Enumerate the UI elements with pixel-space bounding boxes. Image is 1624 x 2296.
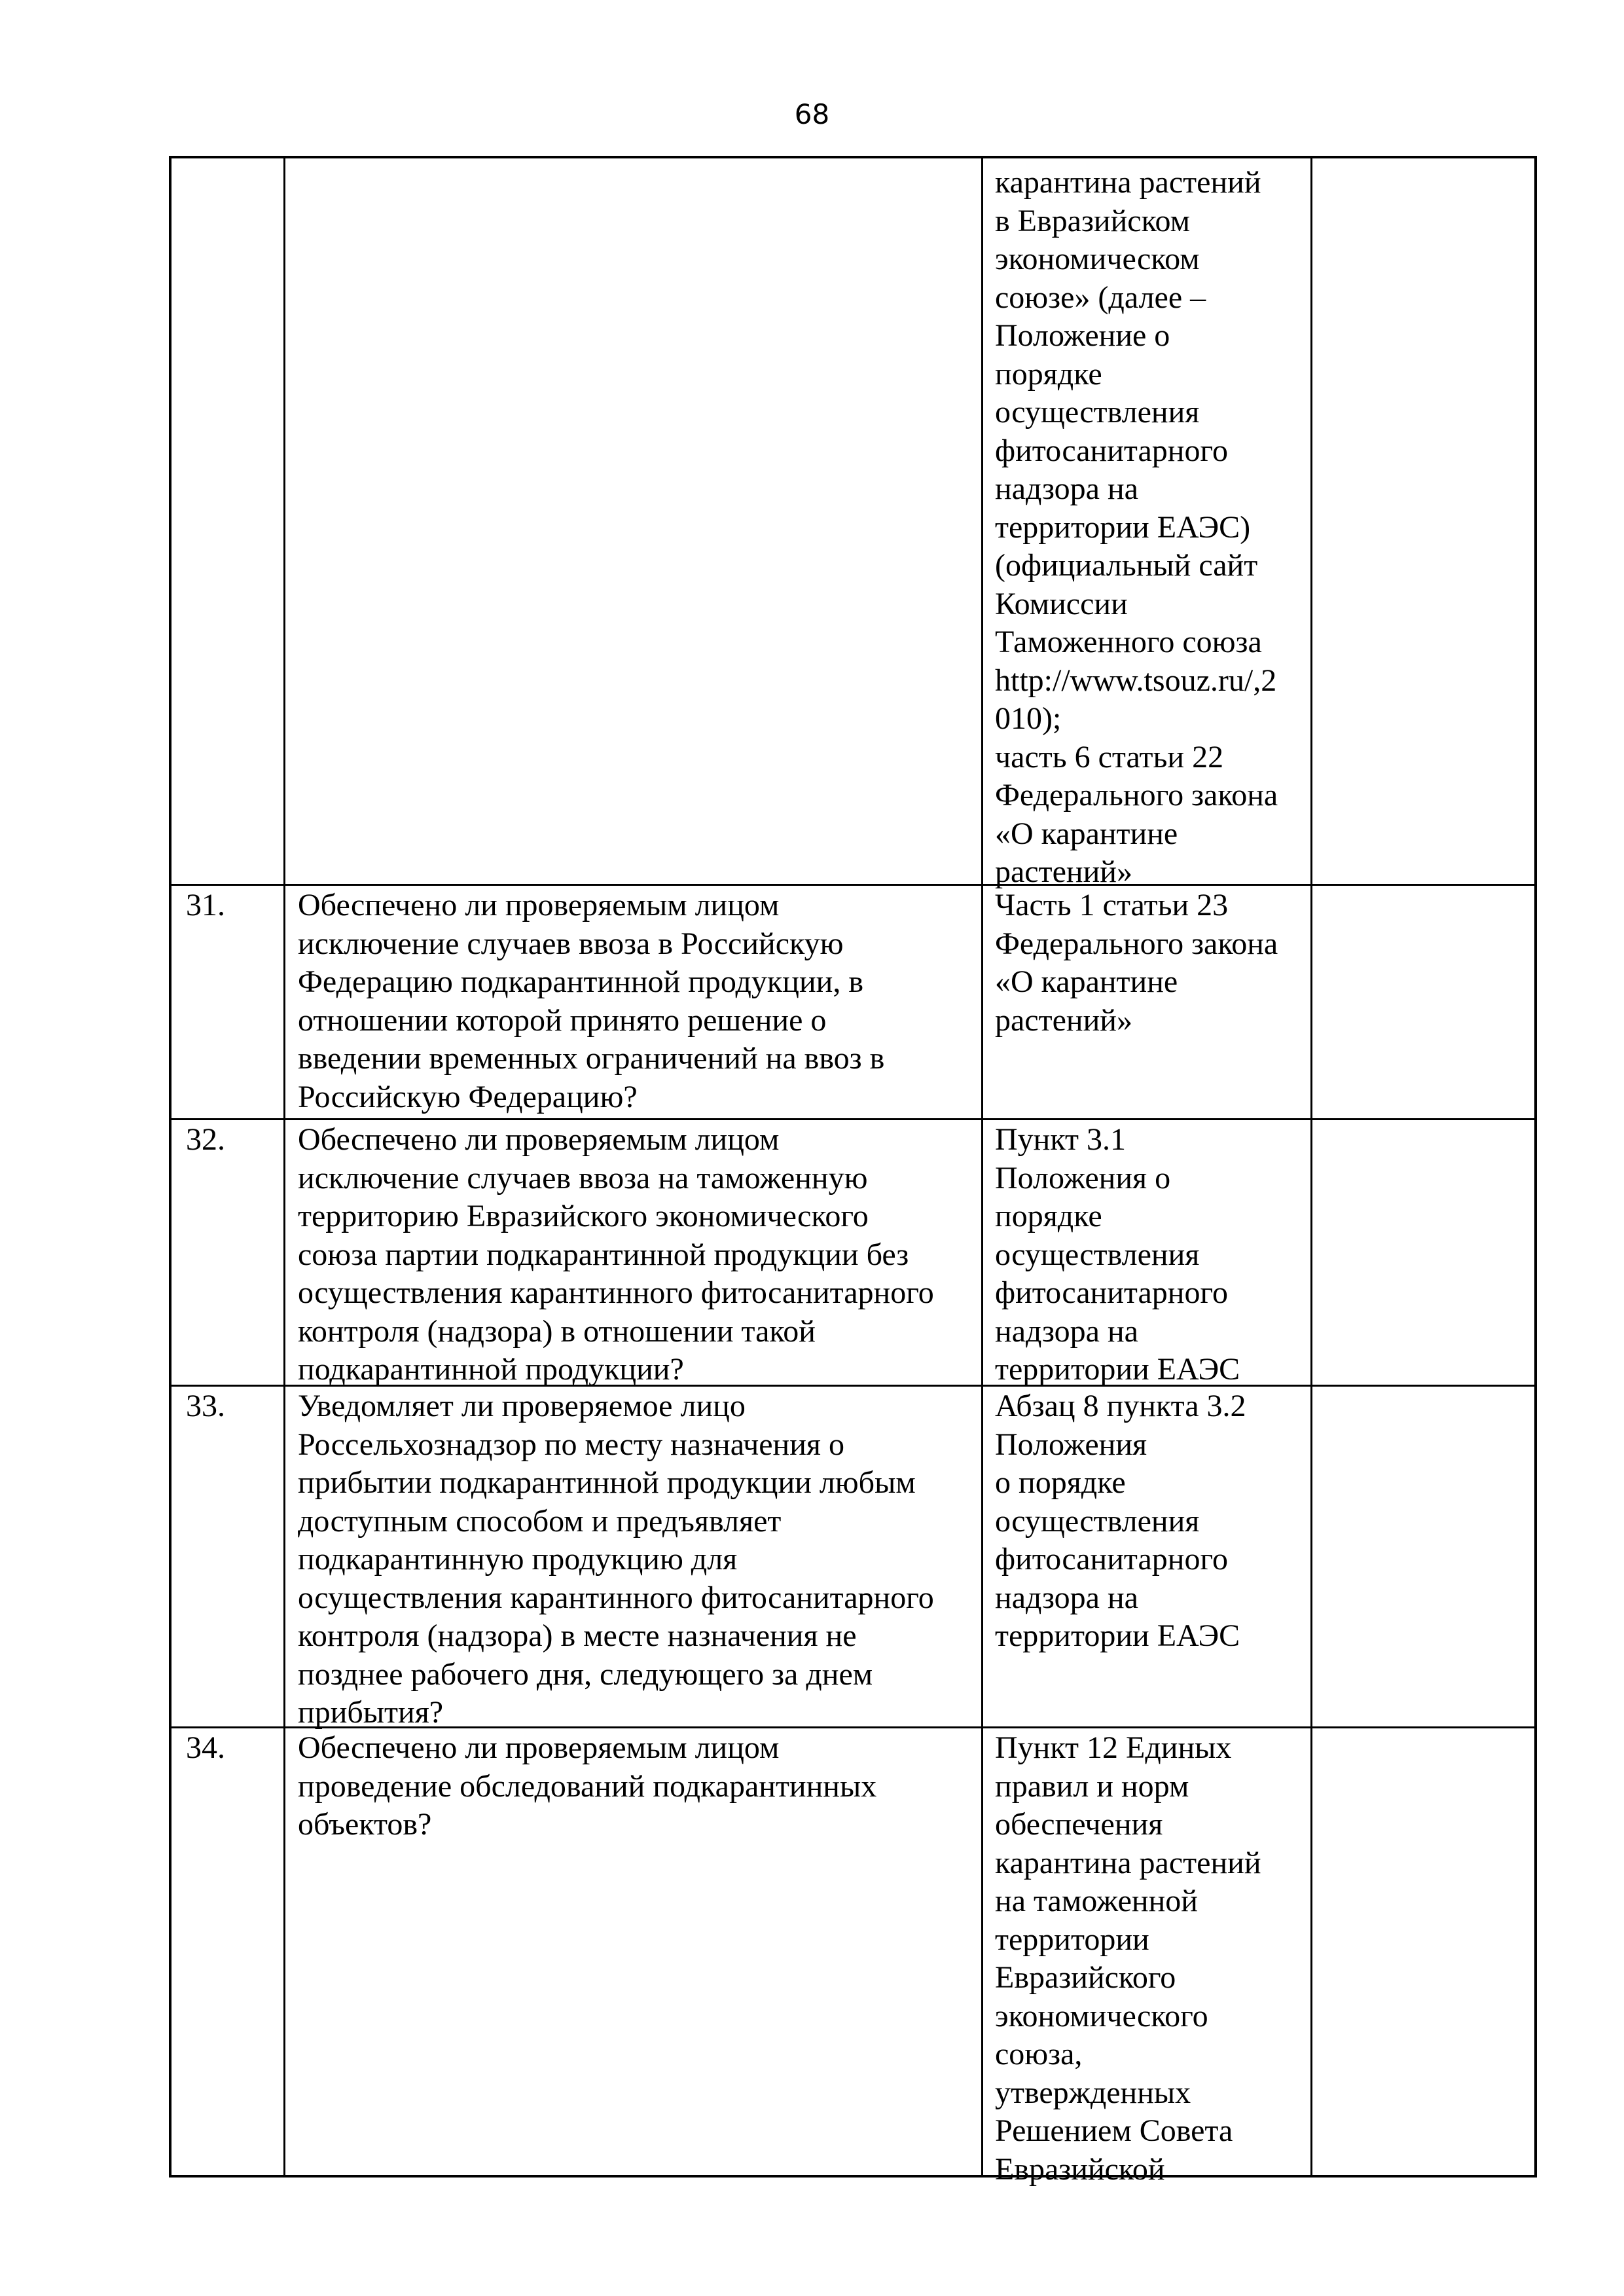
column-divider [283,158,285,2175]
table-row-32-legal-basis: Пункт 3.1 Положения о порядке осуществления фитосанитарного надзора на территории ЕАЭС [995,1122,1240,1387]
row-divider [171,884,1534,886]
table-row-33-legal-basis: Абзац 8 пункта 3.2 Положения о порядке осуществления фитосанитарного надзора на территории ЕАЭС [995,1389,1246,1653]
table-row-34-legal-basis: Пункт 12 Единых правил и норм обеспечения карантина растений на таможенной территории Евразийского экономического союза, утвержденных Решением Совета Евразийской [995,1730,1261,2187]
table-row-0-legal-basis: карантина растений в Евразийском экономическом союзе» (далее – Положение о порядке осуществления фитосанитарного надзора на территории ЕАЭС) (официальный сайт Комиссии Таможенного союза http://www.tsouz.ru/,2 010); часть 6 статьи 22 Федерального закона «О карантине растений» [995,165,1278,889]
column-divider [981,158,983,2175]
table-row-31-number: 31. [186,888,225,922]
page-number: 68 [794,98,830,130]
column-divider [1310,158,1312,2175]
table-row-33-number: 33. [186,1389,225,1423]
table-row-34-number: 34. [186,1730,225,1765]
checklist-table [169,156,1537,2187]
table-row-33-question: Уведомляет ли проверяемое лицо Россельхознадзор по месту назначения о прибытии подкарантинной продукции любым доступным способом и предъявляет подкарантинную продукцию для осуществления карантинного фитосанитарного контроля (надзора) в месте назначения не позднее рабочего дня, следующего за днем прибытия? [298,1389,934,1730]
table-row-32-question: Обеспечено ли проверяемым лицом исключение случаев ввоза на таможенную территорию Евразийского экономического союза партии подкарантинной продукции без осуществления карантинного фитосанитарного контроля (надзора) в отношении такой подкарантинной продукции? [298,1122,934,1387]
table-row-34-question: Обеспечено ли проверяемым лицом проведение обследований подкарантинных объектов? [298,1730,877,1842]
table-row-31-legal-basis: Часть 1 статьи 23 Федерального закона «О карантине растений» [995,888,1278,1038]
table-row-31-question: Обеспечено ли проверяемым лицом исключение случаев ввоза в Российскую Федерацию подкарантинной продукции, в отношении которой принято решение о введении временных ограничений на ввоз в Российскую Федерацию? [298,888,885,1114]
table-row-32-number: 32. [186,1122,225,1157]
row-divider [171,1118,1534,1120]
